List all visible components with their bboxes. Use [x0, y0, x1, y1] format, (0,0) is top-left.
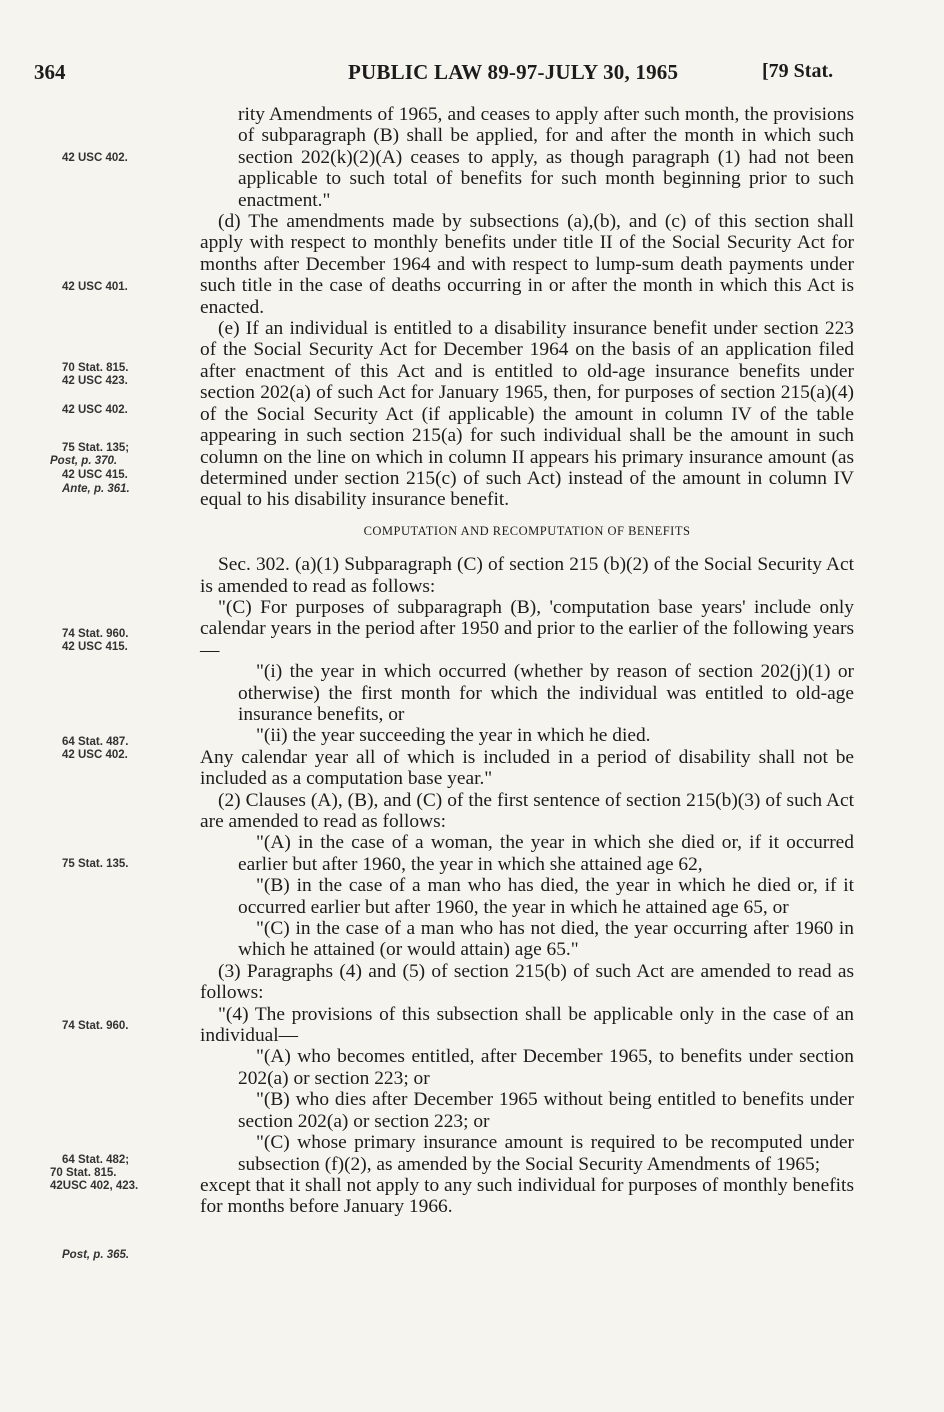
- margin-note: Post, p. 365.: [62, 1249, 130, 1261]
- margin-note: 70 Stat. 815.: [50, 1167, 117, 1179]
- page-number: 364: [34, 60, 66, 84]
- margin-note: 42 USC 402.: [62, 749, 128, 761]
- margin-note: 75 Stat. 135;: [62, 442, 130, 454]
- margin-note: Ante, p. 361.: [62, 483, 130, 495]
- margin-note: 64 Stat. 487.: [62, 736, 129, 748]
- paragraph: "(B) in the case of a man who has died, the year in which he died or, if it occurred earlier but after 1960, the year in which he attained age 65, or: [238, 875, 854, 918]
- paragraph: "(B) who dies after December 1965 without being entitled to benefits under section 202(a) or section 223; or: [238, 1089, 854, 1132]
- paragraph: "(C) For purposes of subparagraph (B), 'computation base years' include only calendar years in the period after 1950 and prior to the earlier of the following years—: [200, 596, 854, 661]
- margin-note: 64 Stat. 482;: [62, 1154, 130, 1166]
- paragraph: rity Amendments of 1965, and ceases to apply after such month, the provisions of subparagraph (B) shall be applied, for and after the month in which such section 202(k)(2)(A) ceases to apply, as though paragraph (1) had not been applicable to such total of benefits for such month beginning prior to such enactment.": [238, 104, 854, 211]
- margin-note: Post, p. 370.: [50, 455, 118, 467]
- body-text: [200, 104, 854, 1218]
- paragraph: Sec. 302. (a)(1) Subparagraph (C) of section 215 (b)(2) of the Social Security Act is amended to read as follows:: [200, 554, 854, 597]
- paragraph: "(4) The provisions of this subsection shall be applicable only in the case of an individual—: [200, 1003, 854, 1047]
- margin-note: 42 USC 423.: [62, 375, 128, 387]
- margin-note: 42 USC 415.: [62, 469, 128, 481]
- paragraph: "(i) the year in which occurred (whether by reason of section 202(j)(1) or otherwise) the first month for which the individual was entitled to old-age insurance benefits, or: [238, 661, 854, 725]
- paragraph: "(C) whose primary insurance amount is required to be recomputed under subsection (f)(2), as amended by the Social Security Amendments of 1965;: [238, 1132, 854, 1175]
- margin-note: 42 USC 415.: [62, 641, 128, 653]
- header-statute: [79 Stat.: [762, 60, 834, 82]
- paragraph: (2) Clauses (A), (B), and (C) of the first sentence of section 215(b)(3) of such Act are amended to read as follows:: [200, 789, 854, 832]
- section-heading: COMPUTATION AND RECOMPUTATION OF BENEFITS: [363, 523, 691, 538]
- paragraph: except that it shall not apply to any such individual for purposes of monthly benefits for months before January 1966.: [200, 1174, 854, 1218]
- paragraph: "(A) in the case of a woman, the year in which she died or, if it occurred earlier but after 1960, the year in which she attained age 62,: [238, 832, 854, 875]
- paragraph: (d) The amendments made by subsections (a),(b), and (c) of this section shall apply with respect to monthly benefits under title II of the Social Security Act for months after December 1964 and with respect to lump-sum death payments under such title in the case of deaths occurring in or after the month in which this Act is enacted.: [200, 211, 854, 318]
- margin-note: 42 USC 402.: [62, 152, 128, 164]
- margin-note: 42USC 402, 423.: [50, 1180, 139, 1192]
- running-header: [0, 60, 944, 90]
- margin-note: 75 Stat. 135.: [62, 858, 129, 870]
- margin-note: 42 USC 402.: [62, 404, 128, 416]
- header-title: PUBLIC LAW 89-97-JULY 30, 1965: [348, 60, 679, 84]
- margin-note: 74 Stat. 960.: [62, 628, 129, 640]
- paragraph: "(ii) the year succeeding the year in which he died.: [256, 725, 651, 747]
- paragraph: Any calendar year all of which is included in a period of disability shall not be included as a computation base year.": [200, 746, 854, 790]
- margin-note: 70 Stat. 815.: [62, 362, 129, 374]
- margin-note: 42 USC 401.: [62, 281, 128, 293]
- paragraph: (3) Paragraphs (4) and (5) of section 215(b) of such Act are amended to read as follows:: [200, 960, 854, 1004]
- paragraph: (e) If an individual is entitled to a disability insurance benefit under section 223 of the Social Security Act for December 1964 on the basis of an application filed after enactment of this Act and is entitled to old-age insurance benefits under section 202(a) of such Act for January 1965, then, for purposes of section 215(a)(4) of the Social Security Act (if applicable) the amount in column IV of the table appearing in such section 215(a) for such individual shall be the amount in such column on the line on which in column II appears his primary insurance amount (as determined under section 215(c) of such Act) instead of the amount in column IV equal to his disability insurance benefit.: [200, 318, 854, 511]
- margin-note: 74 Stat. 960.: [62, 1020, 129, 1032]
- paragraph: "(C) in the case of a man who has not died, the year occurring after 1960 in which he attained (or would attain) age 65.": [238, 918, 854, 961]
- paragraph: "(A) who becomes entitled, after December 1965, to benefits under section 202(a) or section 223; or: [238, 1046, 854, 1089]
